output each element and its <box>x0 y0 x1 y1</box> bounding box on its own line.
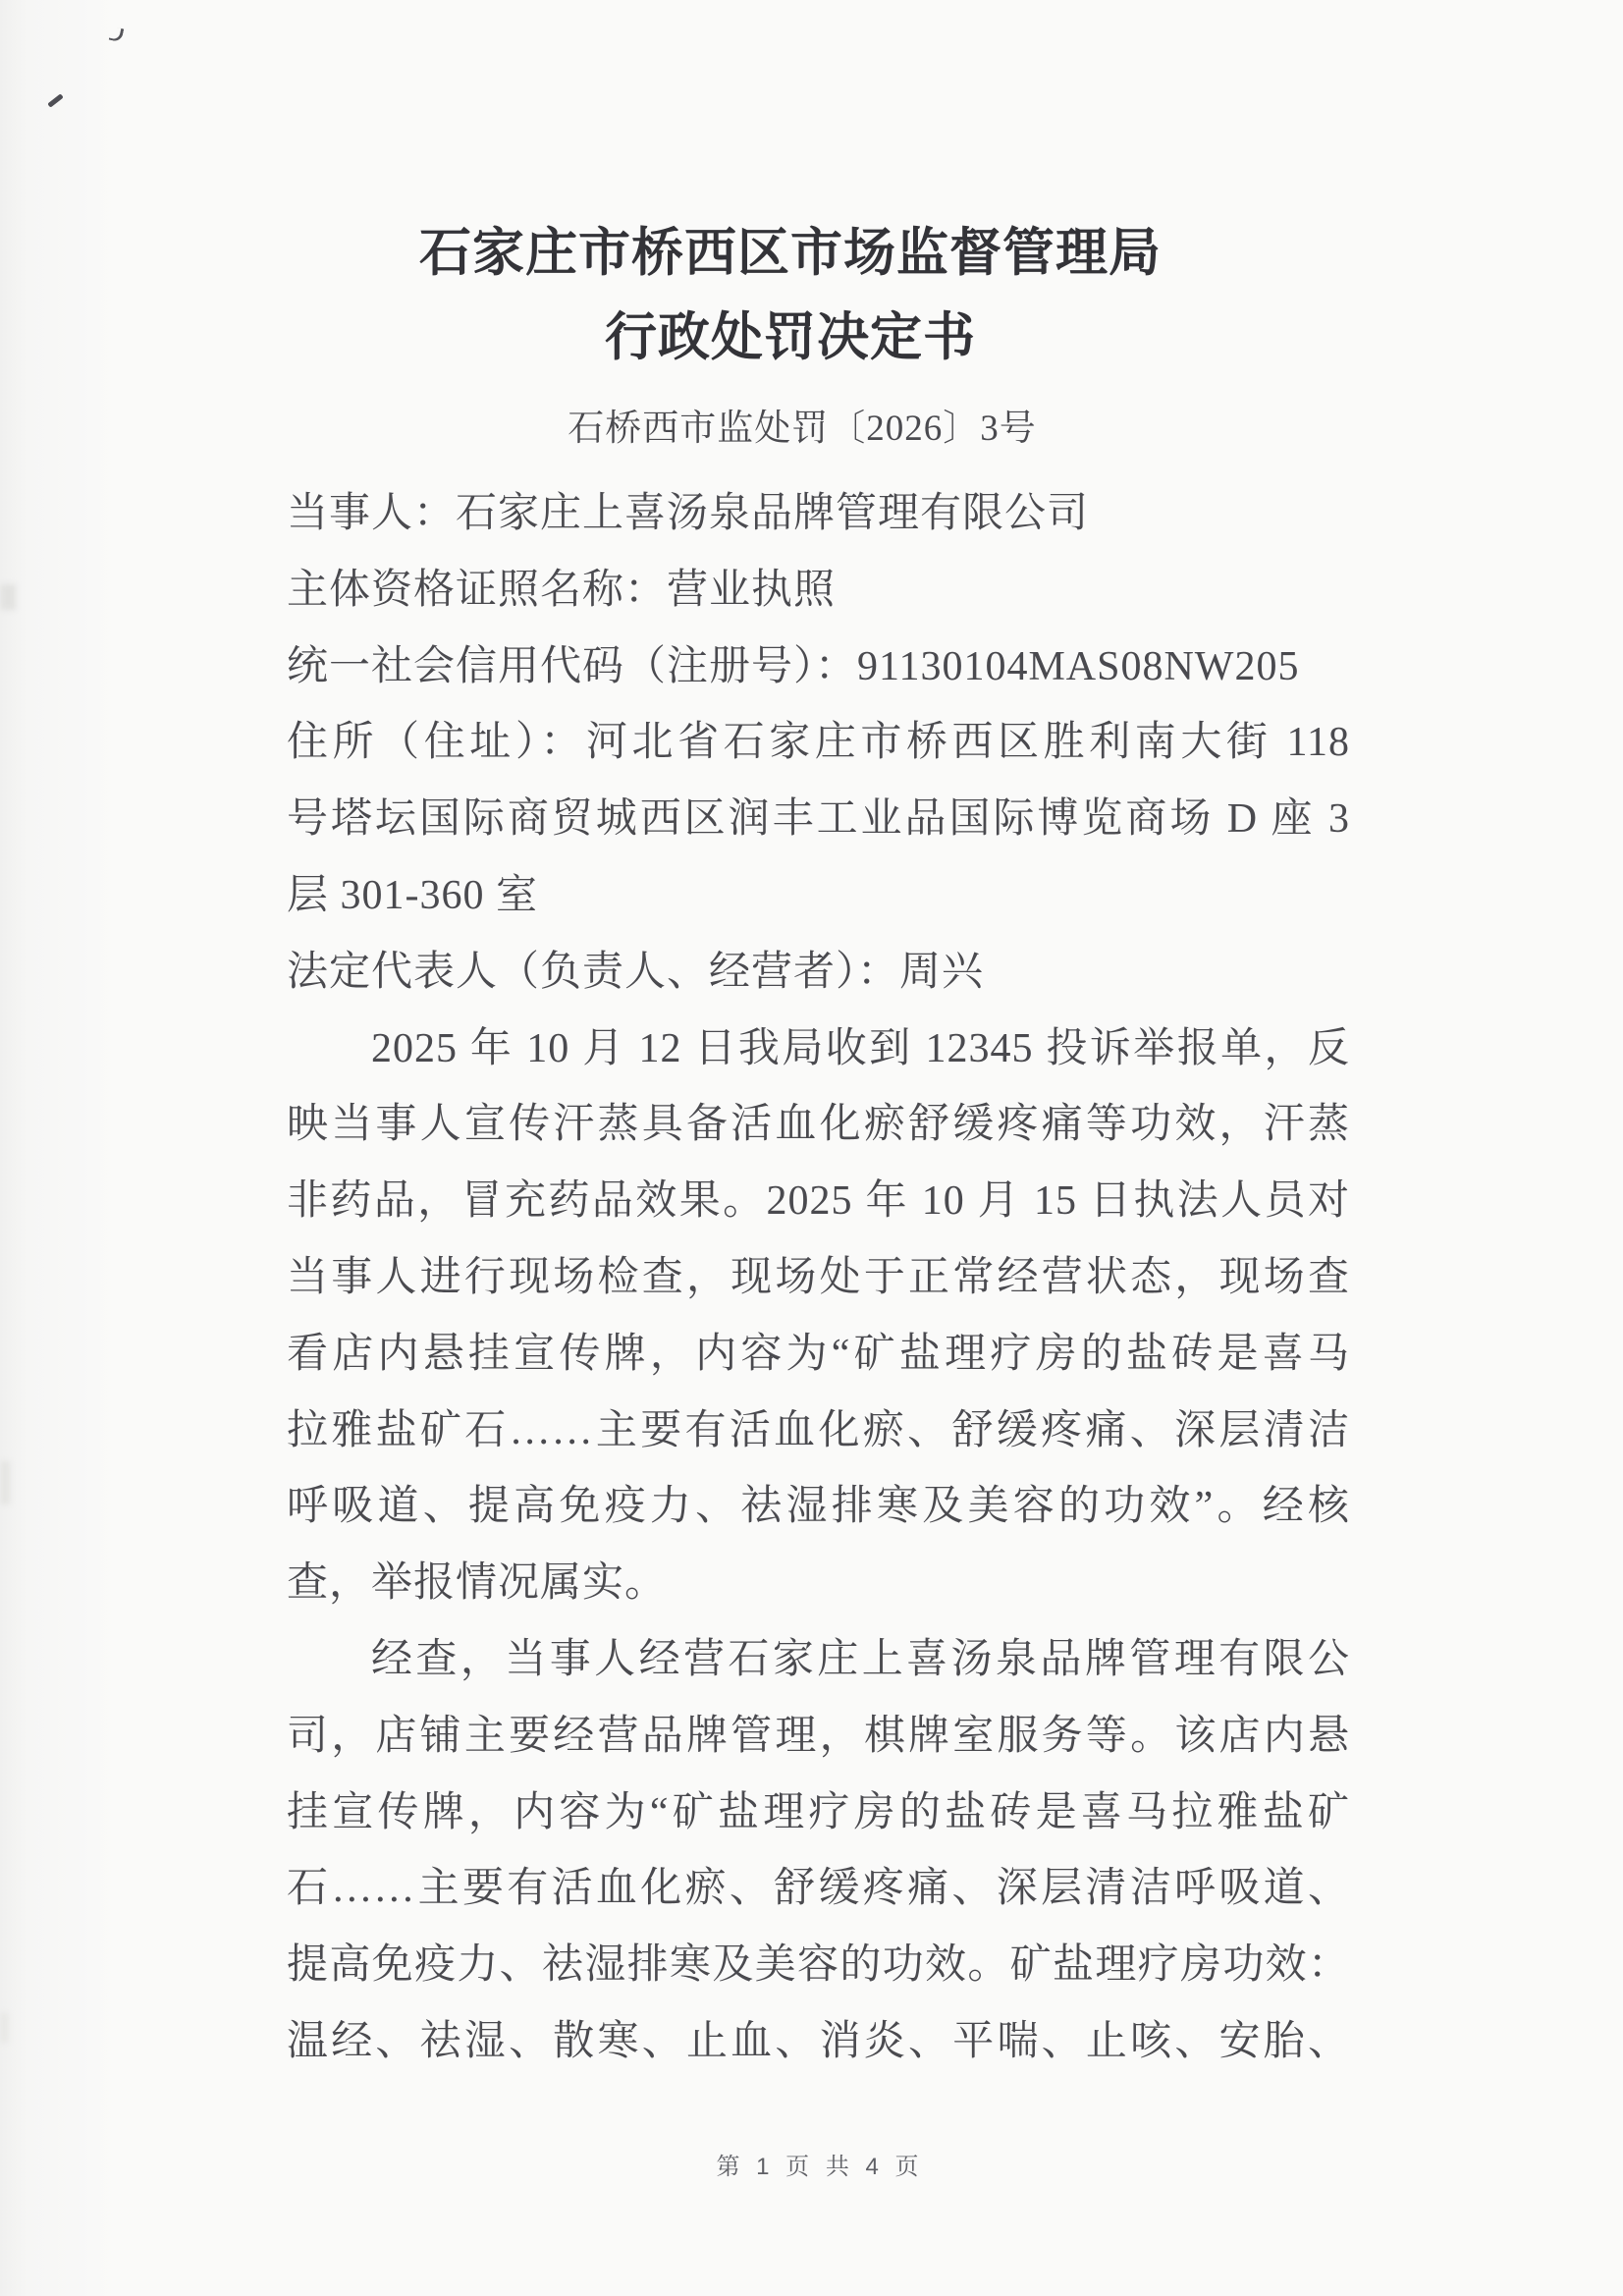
scan-streak <box>0 1461 10 1504</box>
doc-line: 经查，当事人经营石家庄上喜汤泉品牌管理有限公 <box>371 1636 1350 1682</box>
doc-line: 2025 年 10 月 12 日我局收到 12345 投诉举报单，反 <box>371 1025 1350 1071</box>
issuing-authority-title: 石家庄市桥西区市场监督管理局 <box>419 225 1162 282</box>
doc-line: 拉雅盐矿石……主要有活血化瘀、舒缓疼痛、深层清洁 <box>287 1407 1350 1453</box>
document-body <box>287 476 1350 2081</box>
doc-line: 法定代表人（负责人、经营者）：周兴 <box>287 949 985 995</box>
document-title <box>287 211 1294 380</box>
doc-line: 看店内悬挂宣传牌，内容为“矿盐理疗房的盐砖是喜马 <box>287 1331 1350 1377</box>
scan-artifact <box>47 93 63 107</box>
doc-line: 非药品，冒充药品效果。2025 年 10 月 15 日执法人员对 <box>287 1178 1350 1225</box>
doc-line: 层 301-360 室 <box>287 872 538 918</box>
doc-line: 提高免疫力、祛湿排寒及美容的功效。矿盐理疗房功效： <box>287 1942 1350 1989</box>
doc-line: 映当事人宣传汗蒸具备活血化瘀舒缓疼痛等功效，汗蒸 <box>287 1102 1350 1148</box>
doc-line: 主体资格证照名称：营业执照 <box>287 567 837 613</box>
doc-line: 查，举报情况属实。 <box>287 1560 668 1607</box>
scan-streak <box>0 584 16 610</box>
doc-line: 当事人进行现场检查，现场处于正常经营状态，现场查 <box>287 1254 1350 1300</box>
document-type-title: 行政处罚决定书 <box>605 309 976 366</box>
doc-line: 石……主要有活血化瘀、舒缓疼痛、深层清洁呼吸道、 <box>287 1866 1350 1912</box>
scan-streak <box>0 2013 8 2043</box>
scan-artifact <box>109 27 125 42</box>
doc-line: 呼吸道、提高免疫力、祛湿排寒及美容的功效”。经核 <box>287 1484 1350 1530</box>
page-footer: 第 1 页 共 4 页 <box>716 2154 924 2180</box>
doc-line: 司，店铺主要经营品牌管理，棋牌室服务等。该店内悬 <box>287 1713 1350 1759</box>
doc-line: 当事人：石家庄上喜汤泉品牌管理有限公司 <box>287 491 1090 536</box>
doc-line: 温经、祛湿、散寒、止血、消炎、平喘、止咳、安胎、 <box>287 2018 1350 2064</box>
doc-line: 挂宣传牌，内容为“矿盐理疗房的盐砖是喜马拉雅盐矿 <box>287 1789 1350 1835</box>
document-number: 石桥西市监处罚〔2026〕3号 <box>568 409 1037 449</box>
doc-line: 住所（住址）：河北省石家庄市桥西区胜利南大街 118 <box>287 720 1350 766</box>
doc-line: 号塔坛国际商贸城西区润丰工业品国际博览商场 D 座 3 <box>287 796 1350 843</box>
doc-line: 统一社会信用代码（注册号）：91130104MAS08NW205 <box>287 643 1300 689</box>
